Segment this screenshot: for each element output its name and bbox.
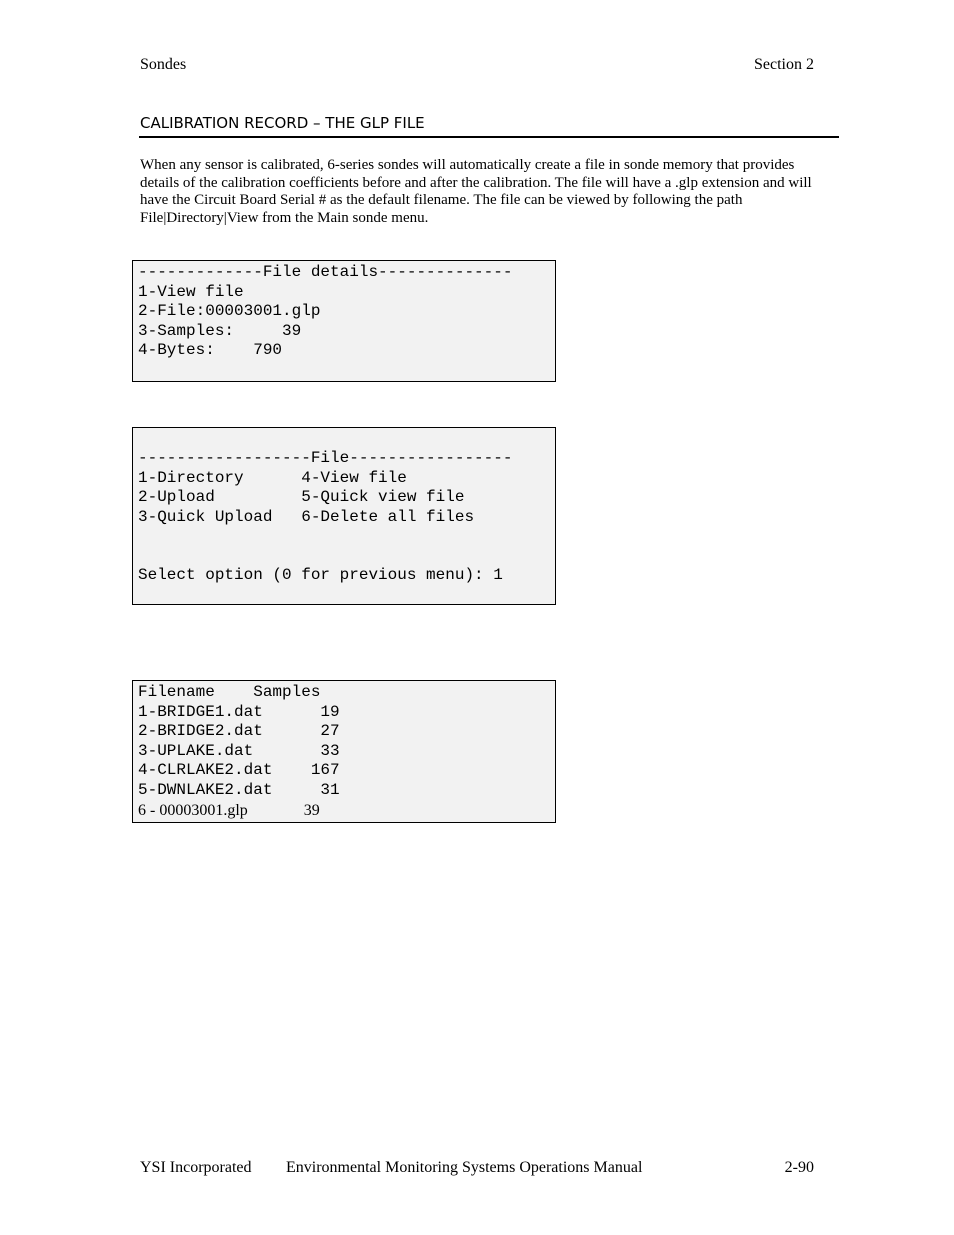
- terminal-line: 1-Directory 4-View file: [138, 468, 407, 487]
- terminal-line: 2-File:00003001.glp: [138, 302, 321, 320]
- terminal-file-details: [132, 260, 556, 382]
- body-paragraph: When any sensor is calibrated, 6-series sondes will automatically create a file in sonde memory that provides details of the calibration coefficients before and after the calibration. The file will have a .glp extension and will have the Circuit Board Serial # as the default filename. The file can be viewed by following the path File|Directory|View from the Main sonde menu.: [140, 157, 812, 226]
- terminal-line: 5-DWNLAKE2.dat 31: [138, 780, 340, 799]
- terminal-line: [138, 547, 555, 567]
- terminal-line: 4-CLRLAKE2.dat 167: [138, 761, 340, 779]
- terminal-line: -------------File details--------------: [138, 263, 513, 281]
- terminal-file-menu: [132, 427, 556, 605]
- terminal-directory-listing: [132, 680, 556, 823]
- terminal-line: Select option (0 for previous menu): 1: [138, 566, 503, 584]
- terminal-line: 3-UPLAKE.dat 33: [138, 741, 340, 760]
- footer-page-number: 2-90: [784, 1159, 814, 1176]
- footer-manual-title: Environmental Monitoring Systems Operations Manual: [286, 1159, 643, 1176]
- terminal-line: [138, 527, 555, 547]
- terminal-line: 1-View file: [138, 282, 244, 301]
- terminal-line: 1-BRIDGE1.dat 19: [138, 702, 340, 721]
- terminal-line-glp: 6 - 00003001.glp 39: [138, 802, 320, 819]
- section-divider: [139, 136, 839, 138]
- section-title: CALIBRATION RECORD – THE GLP FILE: [140, 114, 425, 132]
- terminal-line: 3-Samples: 39: [138, 321, 302, 340]
- terminal-line: 3-Quick Upload 6-Delete all files: [138, 507, 475, 526]
- terminal-line: 2-BRIDGE2.dat 27: [138, 722, 340, 740]
- terminal-line: 2-Upload 5-Quick view file: [138, 488, 465, 506]
- terminal-line: Filename Samples: [138, 683, 321, 701]
- footer-company: YSI Incorporated: [140, 1159, 252, 1176]
- header-left: Sondes: [140, 56, 187, 73]
- terminal-line: 4-Bytes: 790: [138, 341, 283, 359]
- header-right: Section 2: [754, 56, 814, 73]
- terminal-line: ------------------File-----------------: [138, 449, 513, 467]
